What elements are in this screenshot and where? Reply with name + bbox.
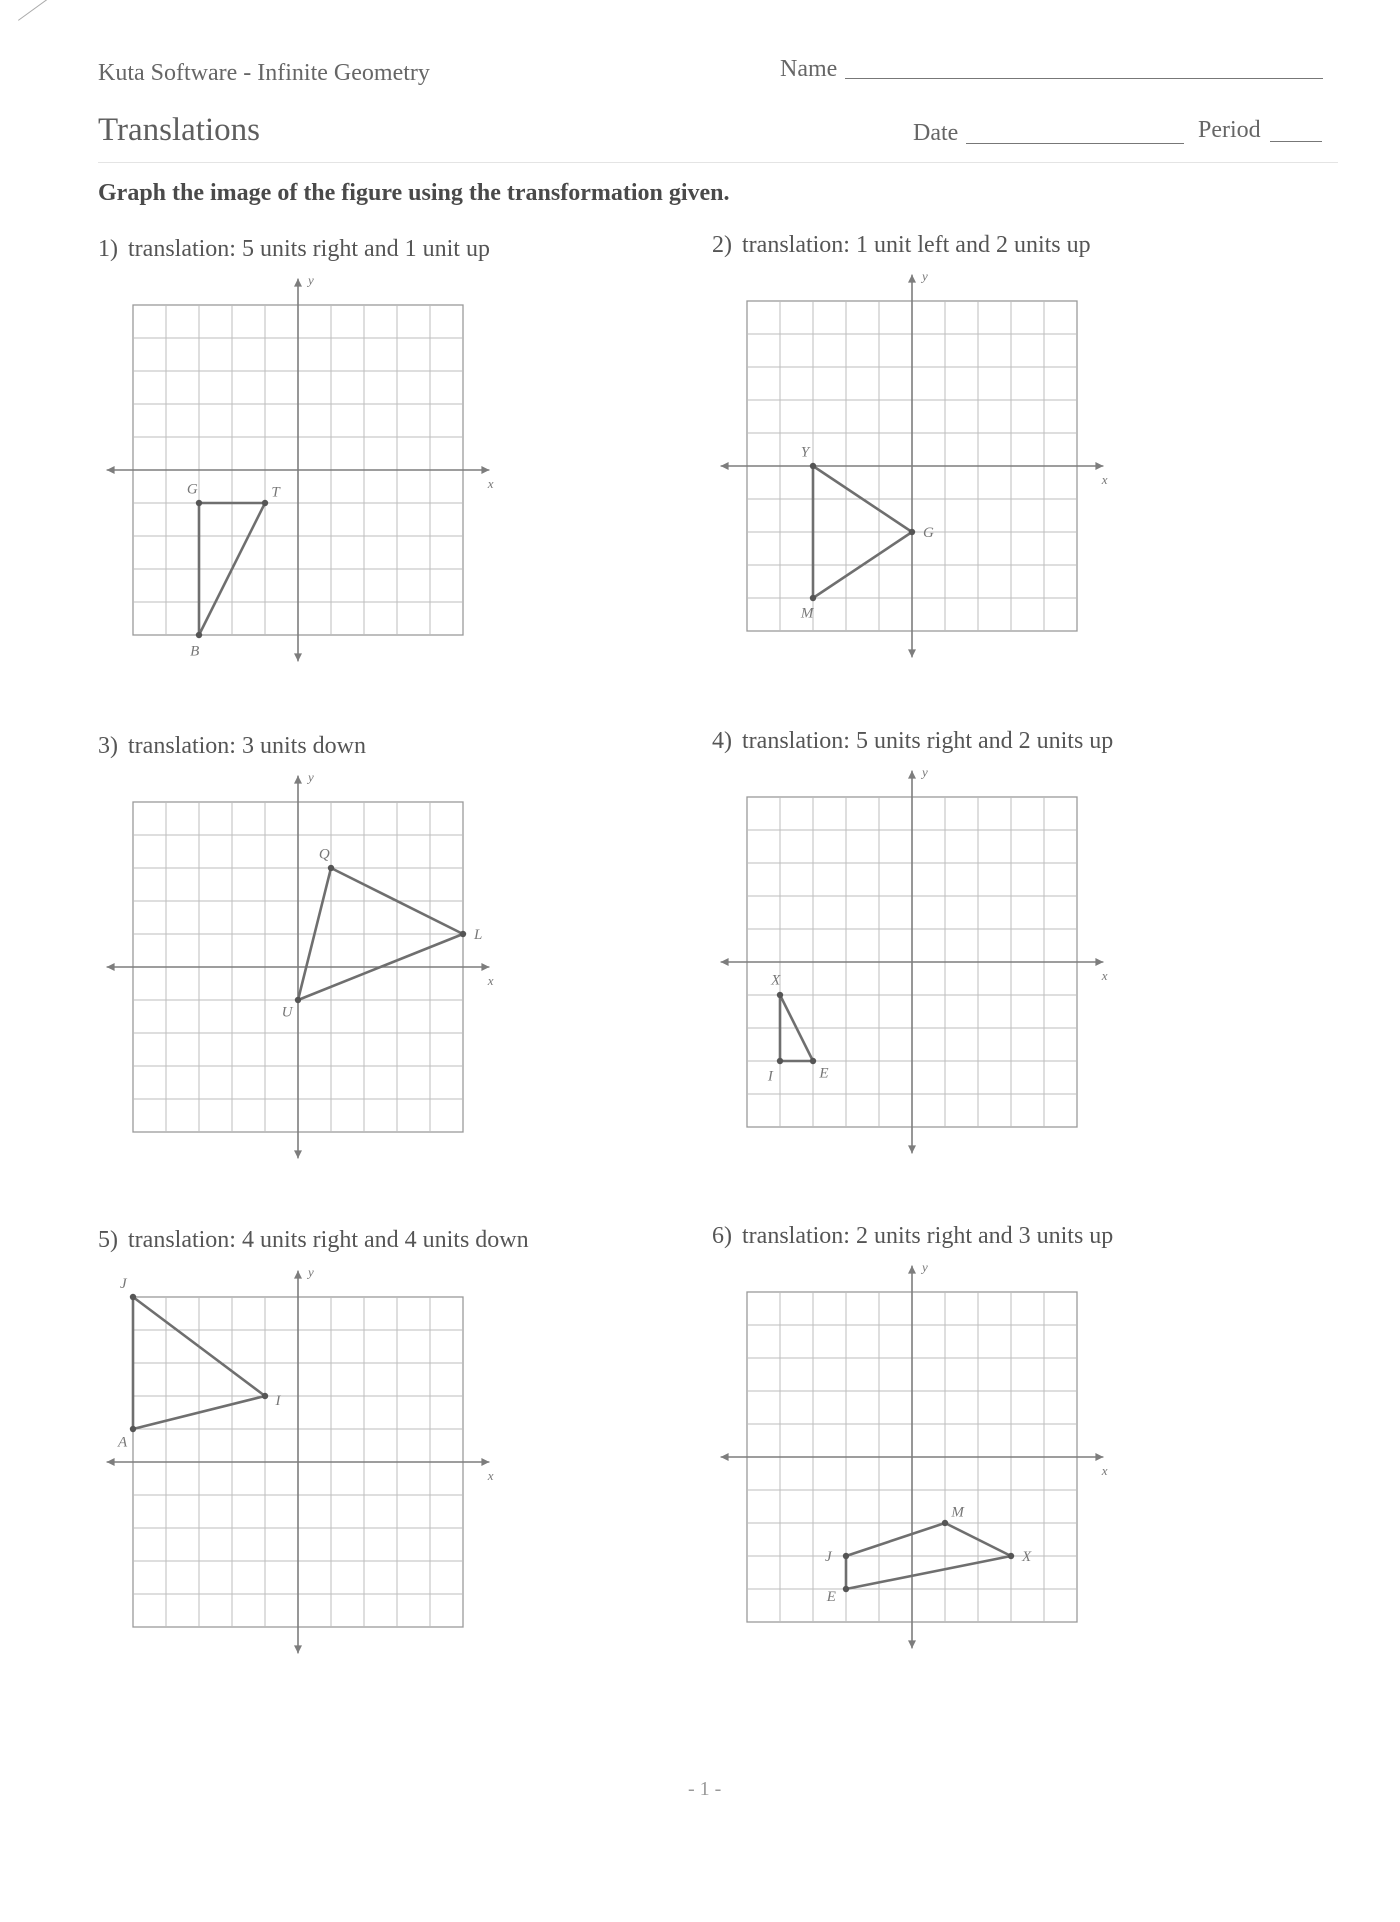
x-axis-label: x	[1101, 1463, 1108, 1478]
graph-6[interactable]	[712, 1257, 1112, 1657]
problem-number: 1)	[98, 236, 118, 262]
name-field[interactable]	[845, 78, 1323, 79]
vertex-label: J	[825, 1549, 832, 1565]
vertex-label: A	[118, 1434, 128, 1451]
problem-text: translation: 5 units right and 1 unit up	[128, 236, 490, 262]
vertex-point	[460, 931, 466, 937]
vertex-label: G	[186, 481, 198, 498]
name-label: Name	[780, 56, 838, 82]
vertex-label: E	[819, 1065, 829, 1082]
graph-2[interactable]	[712, 266, 1112, 666]
x-axis-arrow-right	[481, 1458, 489, 1466]
y-axis-arrow-up	[294, 776, 302, 784]
scan-corner-mark	[18, 0, 75, 21]
x-axis-arrow-left	[107, 1458, 115, 1466]
y-axis-label: y	[308, 272, 314, 288]
x-axis-arrow-left	[107, 466, 115, 474]
vertex-point	[295, 997, 301, 1003]
axes	[721, 1260, 1108, 1649]
vertex-point	[810, 1058, 816, 1064]
vertex-label: X	[771, 972, 781, 989]
y-axis-arrow-up	[908, 275, 916, 283]
graph-4[interactable]	[712, 762, 1112, 1162]
x-axis-arrow-right	[1095, 958, 1103, 966]
vertex-point	[777, 1058, 783, 1064]
x-axis-arrow-right	[1095, 1453, 1103, 1461]
page-title: Translations	[98, 112, 260, 148]
x-axis-arrow-right	[1095, 462, 1103, 470]
x-axis-arrow-left	[721, 462, 729, 470]
header-divider	[98, 162, 1338, 163]
x-axis-arrow-left	[721, 1453, 729, 1461]
vertex-label: J	[120, 1276, 127, 1293]
y-axis-label: y	[922, 764, 928, 780]
date-field[interactable]	[966, 143, 1184, 144]
period-label: Period	[1198, 117, 1261, 143]
period-field[interactable]	[1270, 141, 1322, 142]
figure	[187, 482, 281, 660]
vertex-point	[810, 595, 816, 601]
vertex-label: L	[474, 927, 483, 943]
vertex-label: I	[275, 1392, 281, 1409]
vertex-label: E	[826, 1589, 836, 1606]
problem-6-label	[712, 1223, 1113, 1250]
vertex-point	[262, 1393, 268, 1399]
x-axis-label: x	[1101, 968, 1108, 983]
vertex-point	[1008, 1553, 1014, 1559]
graph-3[interactable]	[98, 767, 498, 1167]
axes	[721, 269, 1108, 658]
problem-text: translation: 2 units right and 3 units up	[742, 1223, 1114, 1249]
axes	[107, 273, 494, 662]
y-axis-label: y	[922, 1259, 928, 1275]
vertex-label: U	[281, 1004, 293, 1021]
x-axis-arrow-left	[721, 958, 729, 966]
problem-number: 3)	[98, 733, 118, 759]
problem-number: 6)	[712, 1223, 732, 1249]
x-axis-label: x	[487, 1468, 494, 1483]
y-axis-arrow-down	[294, 1645, 302, 1653]
graph-5[interactable]	[98, 1262, 498, 1662]
problem-2-label	[712, 232, 1091, 259]
y-axis-arrow-down	[908, 1640, 916, 1648]
axes	[721, 765, 1108, 1154]
y-axis-arrow-up	[294, 279, 302, 287]
vertex-point	[843, 1553, 849, 1559]
vertex-label: M	[800, 605, 814, 622]
vertex-point	[196, 632, 202, 638]
y-axis-arrow-up	[294, 1271, 302, 1279]
y-axis-arrow-down	[294, 1150, 302, 1158]
y-axis-arrow-up	[908, 1266, 916, 1274]
page-number: - 1 -	[688, 1778, 722, 1800]
problem-text: translation: 3 units down	[128, 733, 366, 759]
x-axis-label: x	[1101, 472, 1108, 487]
y-axis-label: y	[922, 268, 928, 284]
y-axis-label: y	[308, 769, 314, 785]
figure	[800, 445, 934, 622]
vertex-point	[843, 1586, 849, 1592]
problem-number: 5)	[98, 1227, 118, 1253]
problem-3-label	[98, 733, 366, 760]
vertex-label: Y	[800, 444, 810, 461]
vertex-point	[777, 992, 783, 998]
vertex-label: G	[923, 525, 934, 541]
date-label: Date	[913, 120, 959, 146]
vertex-point	[328, 865, 334, 871]
x-axis-arrow-right	[481, 466, 489, 474]
y-axis-label: y	[308, 1264, 314, 1280]
axes	[107, 1265, 494, 1654]
x-axis-label: x	[487, 973, 494, 988]
axes	[107, 770, 494, 1159]
problem-text: translation: 5 units right and 2 units up	[742, 728, 1114, 754]
x-axis-arrow-right	[481, 963, 489, 971]
vertex-label: M	[951, 1504, 964, 1521]
vertex-point	[810, 463, 816, 469]
vertex-label: I	[767, 1068, 773, 1085]
publisher-label: Kuta Software - Infinite Geometry	[98, 60, 430, 86]
problem-text: translation: 1 unit left and 2 units up	[742, 232, 1091, 258]
vertex-label: Q	[318, 846, 330, 863]
vertex-label: X	[1022, 1549, 1032, 1565]
problem-5-label	[98, 1227, 529, 1254]
y-axis-arrow-down	[908, 1145, 916, 1153]
x-axis-label: x	[487, 476, 494, 491]
x-axis-arrow-left	[107, 963, 115, 971]
figure	[825, 1505, 1032, 1605]
vertex-point	[130, 1294, 136, 1300]
problem-number: 4)	[712, 728, 732, 754]
vertex-point	[909, 529, 915, 535]
problem-4-label	[712, 728, 1113, 755]
y-axis-arrow-down	[294, 653, 302, 661]
vertex-point	[196, 500, 202, 506]
y-axis-arrow-down	[908, 649, 916, 657]
vertex-point	[262, 500, 268, 506]
problem-1-label	[98, 236, 490, 263]
vertex-point	[130, 1426, 136, 1432]
y-axis-arrow-up	[908, 771, 916, 779]
vertex-label: T	[271, 484, 280, 501]
instructions: Graph the image of the figure using the transformation given.	[98, 180, 730, 206]
graph-1[interactable]	[98, 270, 498, 670]
problem-text: translation: 4 units right and 4 units down	[128, 1227, 529, 1253]
problem-number: 2)	[712, 232, 732, 258]
vertex-point	[942, 1520, 948, 1526]
vertex-label: B	[190, 643, 200, 660]
